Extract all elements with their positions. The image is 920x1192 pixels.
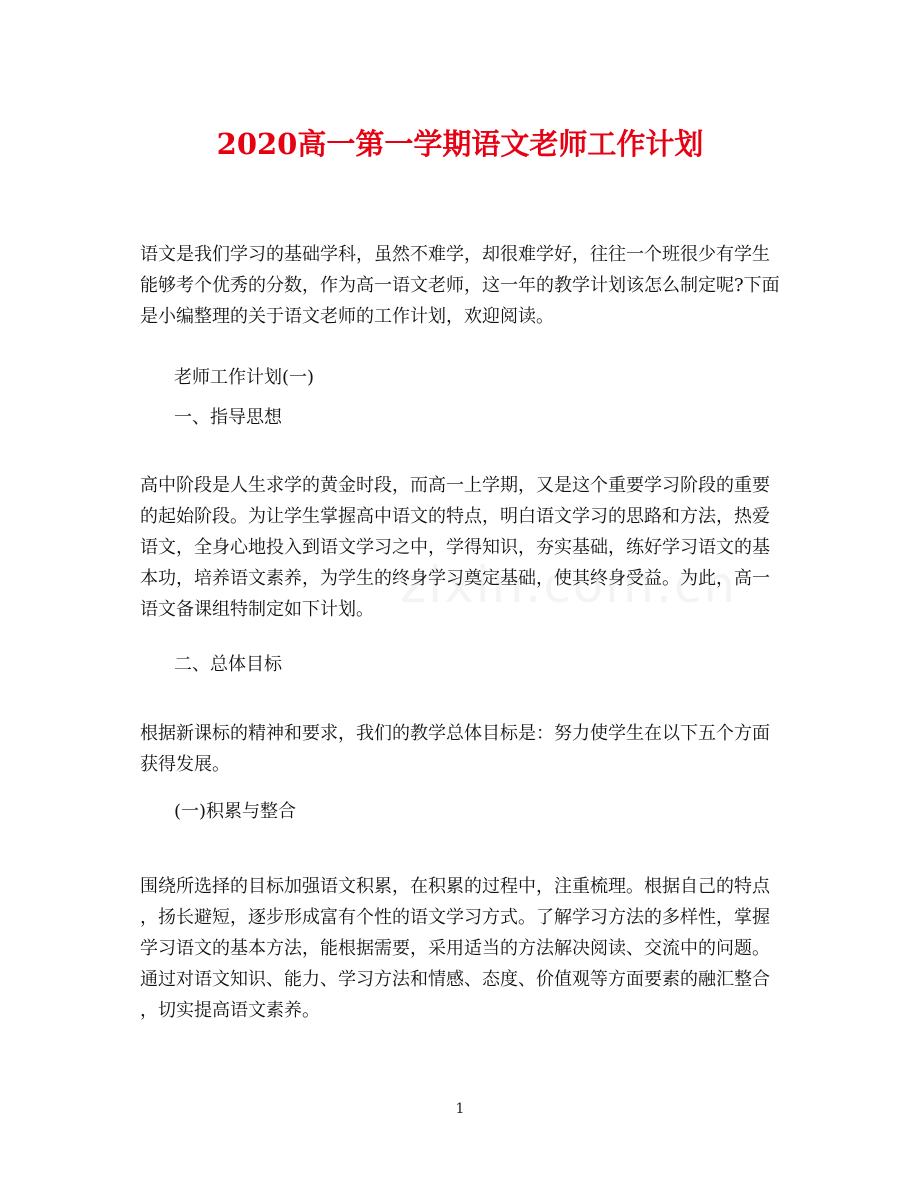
- section-1-line: 高中阶段是人生求学的黄金时段，而高一上学期，又是这个重要学习阶段的重要: [140, 475, 770, 496]
- subsection-1-line: 通过对语文知识、能力、学习方法和情感、态度、价值观等方面要素的融汇整合: [140, 969, 770, 990]
- intro-paragraph: [140, 239, 790, 332]
- section-2-line: 根据新课标的精神和要求，我们的教学总体目标是：努力使学生在以下五个方面: [140, 723, 770, 744]
- section-1-paragraph: [140, 470, 790, 625]
- intro-line: 能够考个优秀的分数，作为高一语文老师，这一年的教学计划该怎么制定呢?下面: [140, 275, 780, 296]
- subsection-1-line: ，扬长避短，逐步形成富有个性的语文学习方式。了解学习方法的多样性，掌握: [140, 907, 770, 928]
- intro-line: 语文是我们学习的基础学科，虽然不难学，却很难学好，往往一个班很少有学生: [140, 244, 770, 265]
- section-1-line: 语文，全身心地投入到语文学习之中，学得知识，夯实基础，练好学习语文的基: [140, 537, 770, 558]
- subsection-1-line: 学习语文的基本方法，能根据需要，采用适当的方法解决阅读、交流中的问题。: [140, 938, 770, 959]
- section-1-line: 的起始阶段。为让学生掌握高中语文的特点，明白语文学习的思路和方法，热爱: [140, 506, 770, 527]
- section-1-heading: 一、指导思想: [174, 407, 282, 428]
- section-2-paragraph: [140, 718, 790, 780]
- subsection-1-heading: (一)积累与整合: [174, 801, 297, 822]
- subsection-1-line: 围绕所选择的目标加强语文积累，在积累的过程中，注重梳理。根据自己的特点: [140, 876, 770, 897]
- plan-heading: 老师工作计划(一): [174, 367, 315, 388]
- section-2-heading: 二、总体目标: [174, 654, 282, 675]
- section-1-line: 本功，培养语文素养，为学生的终身学习奠定基础，使其终身受益。为此，高一: [140, 568, 770, 589]
- intro-line: 是小编整理的关于语文老师的工作计划，欢迎阅读。: [140, 306, 554, 327]
- document-title: 2020高一第一学期语文老师工作计划: [216, 127, 704, 161]
- page-number: 1: [455, 1101, 465, 1117]
- subsection-1-paragraph: [140, 871, 790, 1026]
- subsection-1-line: ，切实提高语文素养。: [140, 1000, 320, 1021]
- section-2-line: 获得发展。: [140, 754, 230, 775]
- section-1-line: 语文备课组特制定如下计划。: [140, 599, 374, 620]
